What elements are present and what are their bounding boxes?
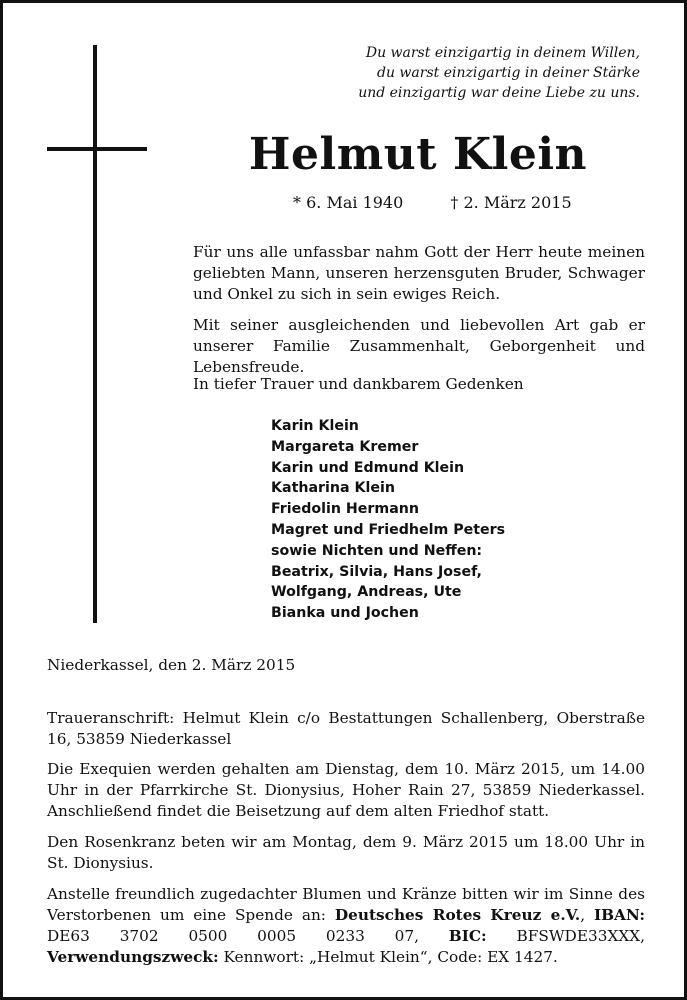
rosary-info: Den Rosenkranz beten wir am Montag, dem 9. März 2015 um 18.00 Uhr in St. Dionysius. bbox=[47, 833, 645, 872]
purpose-label: Verwendungszweck: bbox=[47, 948, 219, 966]
death-date: † 2. März 2015 bbox=[450, 193, 572, 212]
purpose-value: Kennwort: „Helmut Klein“, Code: EX 1427. bbox=[218, 948, 558, 966]
life-dates bbox=[293, 193, 572, 212]
mourner: Margareta Kremer bbox=[271, 438, 419, 455]
mourner: Wolfgang, Andreas, Ute bbox=[271, 584, 462, 601]
place-date: Niederkassel, den 2. März 2015 bbox=[47, 656, 296, 674]
verse-line: Du warst einzigartig in deinem Willen, bbox=[365, 45, 640, 61]
mourner: Karin und Edmund Klein bbox=[271, 459, 465, 476]
mourner: Karin Klein bbox=[271, 418, 359, 434]
deceased-name: Helmut Klein bbox=[248, 129, 588, 180]
bic-label: BIC: bbox=[448, 927, 487, 945]
bic-value: BFSWDE33XXX, bbox=[486, 927, 645, 945]
announcement-paragraph: Für uns alle unfassbar nahm Gott der Herr heute meinen geliebten Mann, unseren herzensguten Bruder, Schwager und Onkel zu sich in sein ewiges Reich. bbox=[193, 243, 645, 303]
mourner: Friedolin Hermann bbox=[271, 501, 419, 518]
cross-horizontal-bar bbox=[47, 147, 147, 151]
mourner: Katharina Klein bbox=[271, 480, 395, 497]
donation-intro: Anstelle freundlich zugedachter Blumen und Kränze bitten wir im Sinne des Verstorbenen um eine Spende an: bbox=[47, 885, 645, 924]
mourner: Bianka und Jochen bbox=[271, 605, 419, 622]
donation-recipient: Deutsches Rotes Kreuz e.V. bbox=[334, 906, 581, 924]
funeral-service-info: Die Exequien werden gehalten am Dienstag, dem 10. März 2015, um 14.00 Uhr in der Pfarrkirche St. Dionysius, Hoher Rain 27, 53859 Niederkassel. Anschließend findet die Beisetzung auf dem alten Friedhof statt. bbox=[47, 760, 645, 820]
mourner: sowie Nichten und Neffen: bbox=[271, 542, 483, 559]
mourner: Beatrix, Silvia, Hans Josef, bbox=[271, 563, 482, 580]
iban-label: IBAN: bbox=[593, 906, 645, 924]
donation-separator: , bbox=[580, 906, 594, 924]
tribute-paragraph: Mit seiner ausgleichenden und liebevollen Art gab er unserer Familie Zusammenhalt, Geborgenheit und Lebensfreude. bbox=[193, 316, 645, 376]
mourner: Magret und Friedhelm Peters bbox=[271, 521, 506, 538]
mourning-address: Traueranschrift: Helmut Klein c/o Bestattungen Schallenberg, Oberstraße 16, 53859 Niederkassel bbox=[47, 709, 645, 748]
verse bbox=[358, 43, 640, 103]
iban-value: DE63 3702 0500 0005 0233 07, bbox=[47, 927, 449, 945]
mourners-list bbox=[271, 416, 505, 624]
cross-vertical-bar bbox=[93, 45, 97, 623]
mourning-line: In tiefer Trauer und dankbarem Gedenken bbox=[193, 375, 524, 393]
verse-line: du warst einzigartig in deiner Stärke bbox=[377, 65, 640, 81]
donation-info bbox=[47, 884, 645, 968]
verse-line: und einzigartig war deine Liebe zu uns. bbox=[358, 85, 640, 101]
birth-date: * 6. Mai 1940 bbox=[293, 193, 404, 212]
